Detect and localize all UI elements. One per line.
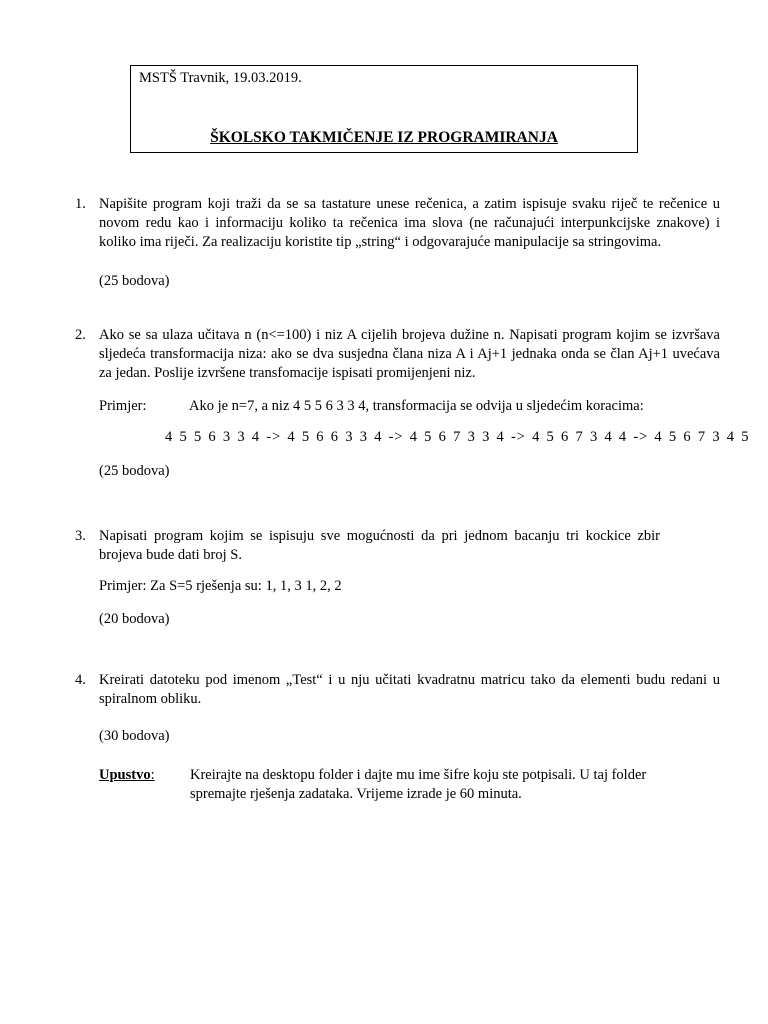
header-box <box>130 65 638 153</box>
task-1-points: (25 bodova) <box>99 273 170 289</box>
note-label-text: Upustvo <box>99 767 151 783</box>
task-4-points: (30 bodova) <box>99 728 170 744</box>
header-location-date: MSTŠ Travnik, 19.03.2019. <box>139 70 302 86</box>
task-text: Napišite program koji traži da se sa tastature unese rečenica, a zatim ispisuje svaku riječ te rečenice u novom redu kao i informaciju koliko ta rečenica ima slova (ne računajući interpunkcijske znakove) i koliko ima riječi. Za realizaciju koristite tip „string“ i odgovarajuće manipulacije sa stringovima. <box>99 196 720 250</box>
page-title: ŠKOLSKO TAKMIČENJE IZ PROGRAMIRANJA <box>210 129 558 146</box>
task-2-points: (25 bodova) <box>99 463 170 479</box>
note-text: Kreirajte na desktopu folder i dajte mu ime šifre koju ste potpisali. U taj folder spremajte rješenja zadataka. Vrijeme izrade je 60 minuta. <box>190 767 647 802</box>
task-3-example: Primjer: Za S=5 rješenja su: 1, 1, 3 1, 2, 2 <box>99 578 342 594</box>
example-text: Ako je n=7, a niz 4 5 5 6 3 3 4, transformacija se odvija u sljedećim koracima: <box>189 398 644 414</box>
task-text: Napisati program kojim se ispisuju sve mogućnosti da pri jednom bacanju tri kockice zbir brojeva bude dati broj S. <box>99 528 660 563</box>
task-2-sequence: 4 5 5 6 3 3 4 -> 4 5 6 6 3 3 4 -> 4 5 6 7 3 3 4 -> 4 5 6 7 3 4 4 -> 4 5 6 7 3 4 5 <box>165 429 750 445</box>
task-number: 3. <box>75 528 86 544</box>
task-3-points: (20 bodova) <box>99 611 170 627</box>
task-text: Ako se sa ulaza učitava n (n<=100) i niz A cijelih brojeva dužine n. Napisati program kojim se izvršava sljedeća transformacija niza: ako se dva susjedna člana niza A i Aj+1 jednaka onda se član Aj+1 uvećava za jedan. Poslije izvršene transfomacije ispisati promijenjeni niz. <box>99 327 720 381</box>
task-number: 1. <box>75 196 86 212</box>
note-label <box>99 766 155 785</box>
task-text: Kreirati datoteku pod imenom „Test“ i u nju učitati kvadratnu matricu tako da elementi budu redani u spiralnom obliku. <box>99 672 720 707</box>
task-number: 4. <box>75 672 86 688</box>
task-number: 2. <box>75 327 86 343</box>
note-colon: : <box>150 767 155 783</box>
example-label: Primjer: <box>99 398 147 414</box>
